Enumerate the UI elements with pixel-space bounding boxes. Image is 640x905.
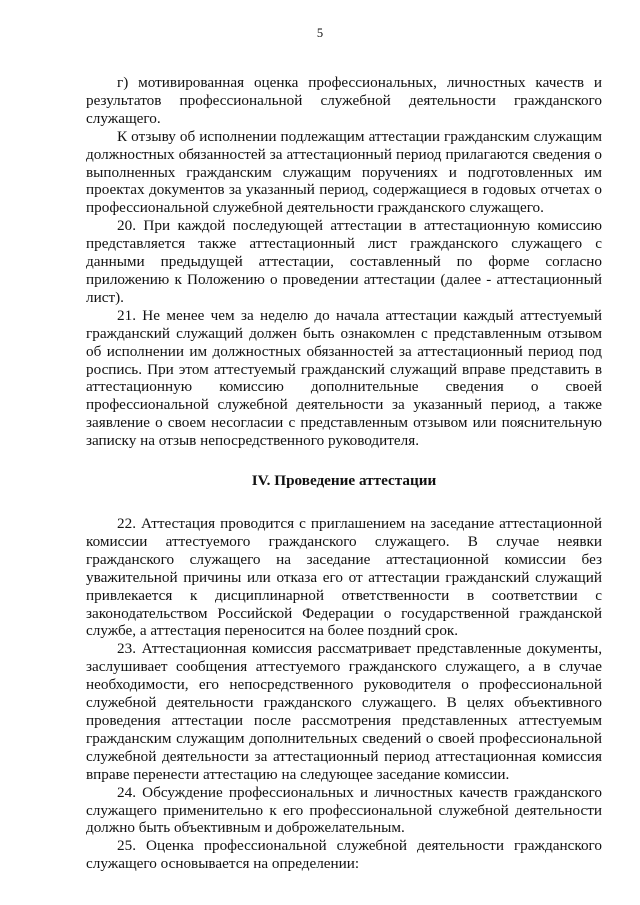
paragraph-g: г) мотивированная оценка профессиональных, личностных качеств и результатов профессиональной служебной деятельности гражданского служащего. <box>86 74 602 127</box>
paragraph-24: 24. Обсуждение профессиональных и личностных качеств гражданского служащего применительно к его профессиональной служебной деятельности должно быть объективным и доброжелательным. <box>86 783 602 837</box>
paragraph-25: 25. Оценка профессиональной служебной деятельности гражданского служащего основывается на определении: <box>86 837 602 873</box>
section-heading: IV. Проведение аттестации <box>251 472 437 490</box>
page-content <box>86 74 602 873</box>
paragraph-21: 21. Не менее чем за неделю до начала аттестации каждый аттестуемый гражданский служащий должен быть ознакомлен с представленным отзывом об исполнении им должностных обязанностей за аттестационный период под роспись. При этом аттестуемый гражданский служащий вправе представить в аттестационную комиссию дополнительные сведения о своей профессиональной служебной деятельности за указанный период, а также заявление о своем несогласии с представленным отзывом или пояснительную записку на отзыв непосредственного руководителя. <box>86 306 602 450</box>
page-number: 5 <box>316 26 324 40</box>
paragraph-20: 20. При каждой последующей аттестации в аттестационную комиссию представляется также аттестационный лист гражданского служащего с данными предыдущей аттестации, составленный по форме согласно приложению к Положению о проведении аттестации (далее - аттестационный лист). <box>86 217 602 306</box>
paragraph-22: 22. Аттестация проводится с приглашением на заседание аттестационной комиссии аттестуемого гражданского служащего. В случае неявки гражданского служащего на заседание аттестационной комиссии без уважительной причины или отказа его от аттестации гражданский служащий привлекается к дисциплинарной ответственности в соответствии с законодательством Российской Федерации о государственной гражданской службе, а аттестация переносится на более поздний срок. <box>86 515 602 640</box>
paragraph-23: 23. Аттестационная комиссия рассматривает представленные документы, заслушивает сообщения аттестуемого гражданского служащего, а в случае необходимости, его непосредственного руководителя о профессиональной служебной деятельности гражданского служащего. В целях объективного проведения аттестации после рассмотрения представленных аттестуемым гражданским служащим дополнительных сведений о своей профессиональной служебной деятельности за аттестационный период аттестационная комиссия вправе перенести аттестацию на следующее заседание комиссии. <box>86 640 602 783</box>
paragraph-attachments: К отзыву об исполнении подлежащим аттестации гражданским служащим должностных обязанностей за аттестационный период прилагаются сведения о выполненных гражданским служащим поручениях и подготовленных им проектах документов за указанный период, содержащиеся в годовых отчетах о профессиональной служебной деятельности гражданского служащего. <box>86 127 602 217</box>
